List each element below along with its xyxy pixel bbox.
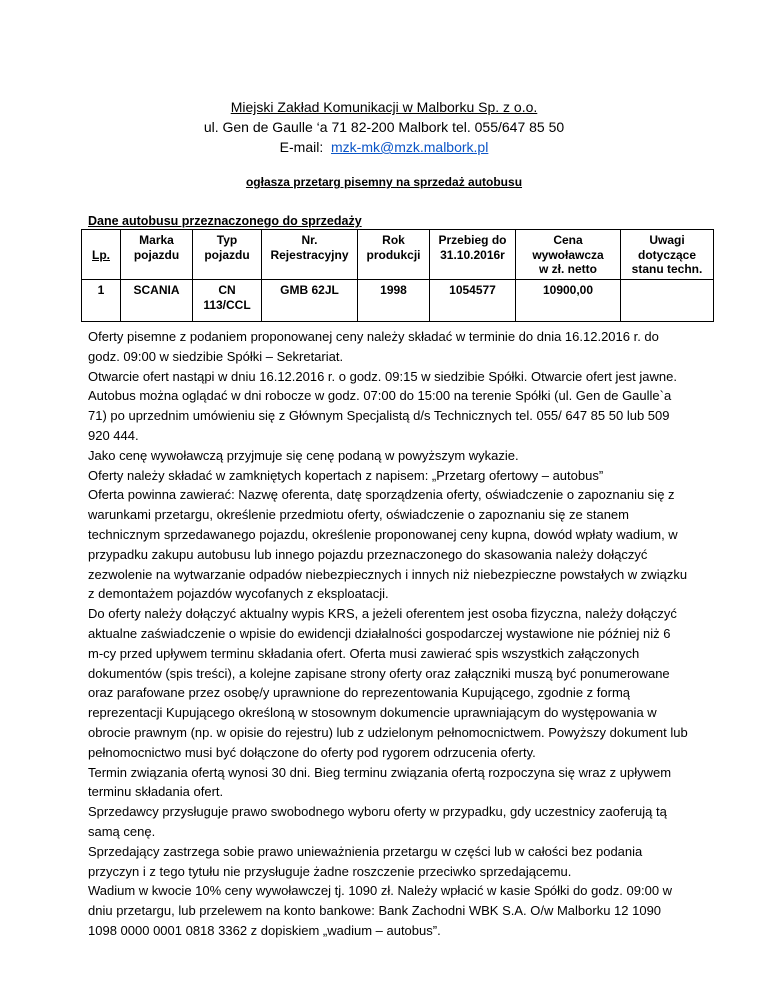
header-typ: Typ pojazdu [193, 230, 262, 280]
email-label: E-mail: [279, 139, 324, 155]
table-title: Dane autobusu przeznaczonego do sprzedaży [88, 214, 362, 228]
header-przebieg: Przebieg do 31.10.2016r [430, 230, 516, 280]
paragraph-cancellation: Sprzedający zastrzega sobie prawo unieważnienia przetargu w części lub w całości bez podania przyczyn i z tego tytułu nie przysługuje żadne roszczenie przeciwko sprzedającemu. [88, 843, 643, 879]
cell-rok: 1998 [358, 280, 430, 322]
paragraph-binding-period: Termin związania ofertą wynosi 30 dni. Bieg terminu związania ofertą rozpoczyna się wraz z upływem terminu składania ofert. [88, 764, 672, 800]
paragraph-seller-choice: Sprzedawcy przysługuje prawo swobodnego wyboru oferty w przypadku, gdy uczestnicy zaoferują tą samą cenę. [88, 804, 667, 839]
body-text [88, 327, 688, 941]
vehicle-table [81, 229, 714, 322]
header-rok: Rok produkcji [358, 230, 430, 280]
paragraph-price: Jako cenę wywoławczą przyjmuje się cenę podaną w powyższym wykazie. [88, 447, 519, 463]
table-header-row [82, 230, 714, 280]
cell-nr: GMB 62JL [262, 280, 358, 322]
cell-cena: 10900,00 [516, 280, 621, 322]
cell-przebieg: 1054577 [430, 280, 516, 322]
email-link[interactable]: mzk-mk@mzk.malbork.pl [331, 139, 489, 155]
cell-lp: 1 [82, 280, 121, 322]
announcement-heading: ogłasza przetarg pisemny na sprzedaż autobusu [245, 175, 523, 189]
cell-uwagi [621, 280, 714, 322]
cell-marka: SCANIA [121, 280, 193, 322]
paragraph-deposit: Wadium w kwocie 10% ceny wywoławczej tj. 1090 zł. Należy wpłacić w kasie Spółki do godz. 09:00 w dniu przetargu, lub przelewem na konto bankowe: Bank Zachodni WBK S.A. O/w Malborku 12 1090 1098 0000 0001 0818 3362 z dopiskiem „wadium – autobus”. [88, 883, 673, 938]
header-lp: Lp. [82, 230, 121, 280]
paragraph-envelopes: Oferty należy składać w zamkniętych kopertach z napisem: „Przetarg ofertowy – autobus” [88, 467, 604, 483]
organization-address: ul. Gen de Gaulle ‘a 71 82-200 Malbork tel. 055/647 85 50 [203, 119, 565, 135]
cell-typ: CN 113/CCL [193, 280, 262, 322]
header-marka: Marka pojazdu [121, 230, 193, 280]
paragraph-deadline: Oferty pisemne z podaniem proponowanej ceny należy składać w terminie do dnia 16.12.2016 r. do godz. 09:00 w siedzibie Spółki – Sekretariat. [88, 329, 659, 364]
paragraph-opening: Otwarcie ofert nastąpi w dniu 16.12.2016 r. o godz. 09:15 w siedzibie Spółki. Otwarcie ofert jest jawne. [88, 368, 677, 384]
header-cena: Cena wywoławcza w zł. netto [516, 230, 621, 280]
header-nr: Nr. Rejestracyjny [262, 230, 358, 280]
organization-name: Miejski Zakład Komunikacji w Malborku Sp. z o.o. [230, 99, 538, 115]
letterhead [0, 97, 768, 157]
email-line [0, 137, 768, 157]
paragraph-attachments: Do oferty należy dołączyć aktualny wypis KRS, a jeżeli oferentem jest osoba fizyczna, należy dołączyć aktualne zaświadczenie o wpisie do ewidencji działalności gospodarczej wystawione nie później niż 6 m-cy przed upływem terminu składania ofert. Oferta musi zawierać spis wszystkich załączonych dokumentów (spis treści), a kolejne zapisane strony oferty oraz załączniki muszą być ponumerowane oraz parafowane przez osobę/y uprawnione do reprezentowania Kupującego, zgodnie z formą reprezentacji Kupującego określoną w stosownym dokumencie uprawniającym do występowania w obrocie prawnym (np. w opisie do rejestru) lub z udzielonym pełnomocnictwem. Powyższy dokument lub pełnomocnictwo musi być dołączone do oferty pod rygorem odrzucenia oferty. [88, 606, 688, 760]
paragraph-offer-contents: Oferta powinna zawierać: Nazwę oferenta, datę sporządzenia oferty, oświadczenie o zapoznaniu się z warunkami przetargu, określenie przedmiotu oferty, oświadczenie o zapoznaniu się ze stanem technicznym sprzedawanego pojazdu, określenie proponowanej ceny kupna, dowód wpłaty wadium, w przypadku zakupu autobusu lub innego pojazdu przeznaczonego do skasowania należy dołączyć zezwolenie na wytwarzanie odpadów niebezpiecznych i innych niż niebezpieczne powstałych w związku z demontażem pojazdów wycofanych z eksploatacji. [88, 487, 688, 602]
header-uwagi: Uwagi dotyczące stanu techn. [621, 230, 714, 280]
paragraph-inspection: Autobus można oglądać w dni robocze w godz. 07:00 do 15:00 na terenie Spółki (ul. Gen de Gaulle`a 71) po uprzednim umówieniu się z Głównym Specjalistą d/s Technicznych tel. 055/ 647 85 50 lub 509 920 444. [88, 388, 672, 443]
table-row [82, 280, 714, 322]
